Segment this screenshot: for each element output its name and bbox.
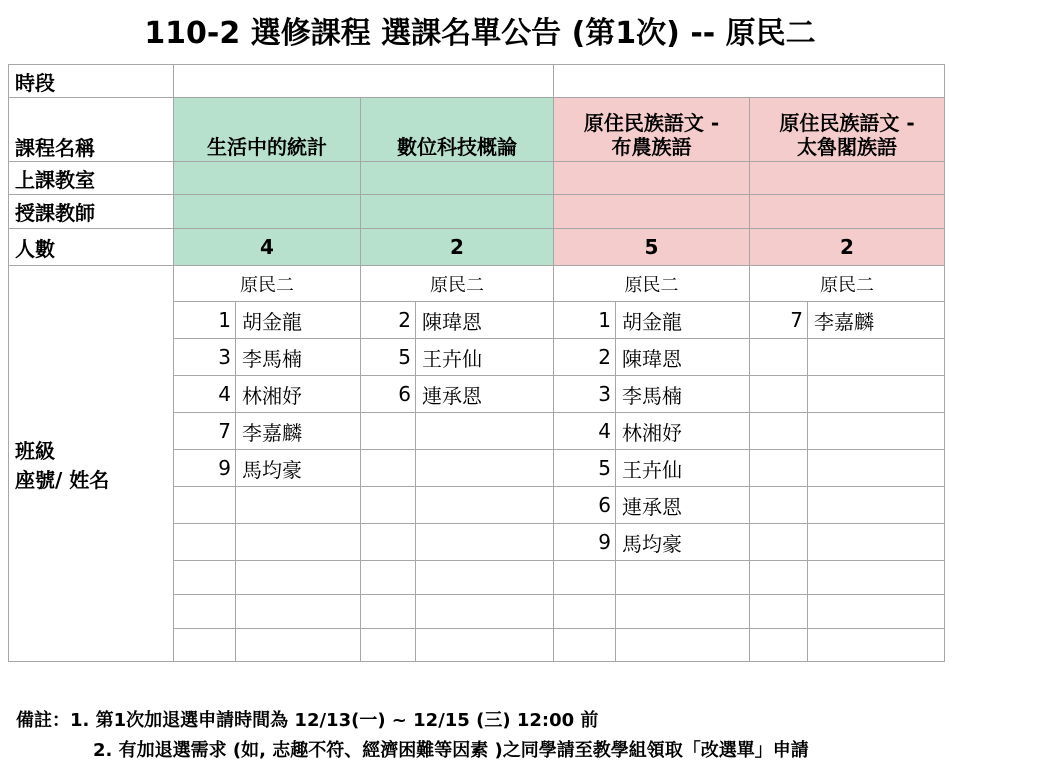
student-name [236,629,361,662]
seat-number: 2 [554,339,616,376]
student-name [808,339,945,376]
course-name-4 [750,98,945,162]
student-name: 林湘妤 [236,376,361,413]
seat-number [750,487,808,524]
roster-label [9,266,174,662]
period-cell-b [554,65,945,98]
classroom-label: 上課教室 [9,162,174,195]
period-row [9,65,945,98]
note-2: 2. 有加退選需求 (如, 志趣不符、經濟困難等因素 )之同學請至教學組領取「改選單」申請 [93,740,809,761]
student-name: 胡金龍 [616,302,750,339]
page-title: 110-2 選修課程 選課名單公告 (第1次) -- 原民二 [144,16,816,51]
seat-number [174,487,236,524]
notes [16,706,809,766]
note-line-1 [16,706,809,736]
seat-number: 1 [554,302,616,339]
seat-number: 6 [554,487,616,524]
seat-number [750,561,808,595]
seat-number: 9 [554,524,616,561]
seat-number [174,524,236,561]
teacher-label: 授課教師 [9,195,174,229]
seat-number [554,595,616,629]
student-name: 王卉仙 [416,339,554,376]
course-name-4-line1: 原住民族語文 - [779,111,915,135]
student-name [416,413,554,450]
student-name: 李嘉麟 [808,302,945,339]
classroom-cell-3 [554,162,750,195]
student-name [236,524,361,561]
student-name [808,450,945,487]
student-name: 胡金龍 [236,302,361,339]
classroom-cell-1 [174,162,361,195]
student-name: 林湘妤 [616,413,750,450]
seat-number [361,561,416,595]
student-name [808,376,945,413]
course-name-label: 課程名稱 [9,98,174,162]
seat-number: 7 [174,413,236,450]
count-row [9,229,945,266]
seat-number [361,629,416,662]
seat-number [750,339,808,376]
seat-number: 6 [361,376,416,413]
teacher-row [9,195,945,229]
student-name [416,524,554,561]
course-name-3-line1: 原住民族語文 - [583,111,720,135]
student-name [616,629,750,662]
student-name: 陳瑋恩 [416,302,554,339]
course-count-2: 2 [361,229,554,266]
seat-number [361,413,416,450]
seat-number: 4 [554,413,616,450]
student-name: 連承恩 [416,376,554,413]
student-name [808,629,945,662]
seat-number: 3 [174,339,236,376]
student-name: 連承恩 [616,487,750,524]
seat-number: 7 [750,302,808,339]
class-name-3: 原民二 [554,266,750,302]
class-name-1: 原民二 [174,266,361,302]
seat-number: 1 [174,302,236,339]
seat-number: 5 [554,450,616,487]
teacher-cell-1 [174,195,361,229]
period-label: 時段 [9,65,174,98]
seat-number: 4 [174,376,236,413]
seat-number [554,629,616,662]
student-name [808,487,945,524]
seat-number [750,376,808,413]
course-name-3-line2: 布農族語 [611,135,692,159]
roster-label-line1: 班級 [15,438,55,463]
course-count-1: 4 [174,229,361,266]
student-name [416,629,554,662]
seat-number [750,524,808,561]
seat-number [554,561,616,595]
student-name [616,561,750,595]
notes-label: 備註： [16,710,70,731]
teacher-cell-4 [750,195,945,229]
course-name-1: 生活中的統計 [174,98,361,162]
student-name [236,561,361,595]
student-name [808,595,945,629]
course-name-row [9,98,945,162]
course-name-3 [554,98,750,162]
class-name-2: 原民二 [361,266,554,302]
note-line-2 [16,736,809,766]
student-name: 馬均豪 [616,524,750,561]
student-name [808,413,945,450]
student-name [416,487,554,524]
seat-number [750,629,808,662]
student-name [416,561,554,595]
seat-number [361,595,416,629]
seat-number: 3 [554,376,616,413]
seat-number: 9 [174,450,236,487]
classroom-cell-2 [361,162,554,195]
note-1: 1. 第1次加退選申請時間為 12/13(一) ~ 12/15 (三) 12:00 前 [70,710,599,731]
seat-number [361,487,416,524]
student-name: 陳瑋恩 [616,339,750,376]
course-count-4: 2 [750,229,945,266]
seat-number [750,595,808,629]
seat-number: 2 [361,302,416,339]
classroom-row [9,162,945,195]
student-name [416,450,554,487]
student-name [236,487,361,524]
student-name [808,524,945,561]
seat-number [750,450,808,487]
student-name [236,595,361,629]
student-name: 李馬楠 [236,339,361,376]
student-name: 王卉仙 [616,450,750,487]
period-cell-a [174,65,554,98]
teacher-cell-3 [554,195,750,229]
seat-number [361,524,416,561]
student-name [416,595,554,629]
seat-number [174,629,236,662]
count-label: 人數 [9,229,174,266]
classroom-cell-4 [750,162,945,195]
student-name [808,561,945,595]
seat-number [174,595,236,629]
teacher-cell-2 [361,195,554,229]
course-roster-table [8,64,945,662]
class-name-4: 原民二 [750,266,945,302]
student-name: 李馬楠 [616,376,750,413]
class-row [9,266,945,302]
student-name: 李嘉麟 [236,413,361,450]
student-name: 馬均豪 [236,450,361,487]
roster-label-line2: 座號/ 姓名 [15,467,110,492]
course-name-4-line2: 太魯閣族語 [797,135,897,159]
seat-number [361,450,416,487]
seat-number: 5 [361,339,416,376]
course-name-2: 數位科技概論 [361,98,554,162]
course-count-3: 5 [554,229,750,266]
seat-number [174,561,236,595]
seat-number [750,413,808,450]
student-name [616,595,750,629]
